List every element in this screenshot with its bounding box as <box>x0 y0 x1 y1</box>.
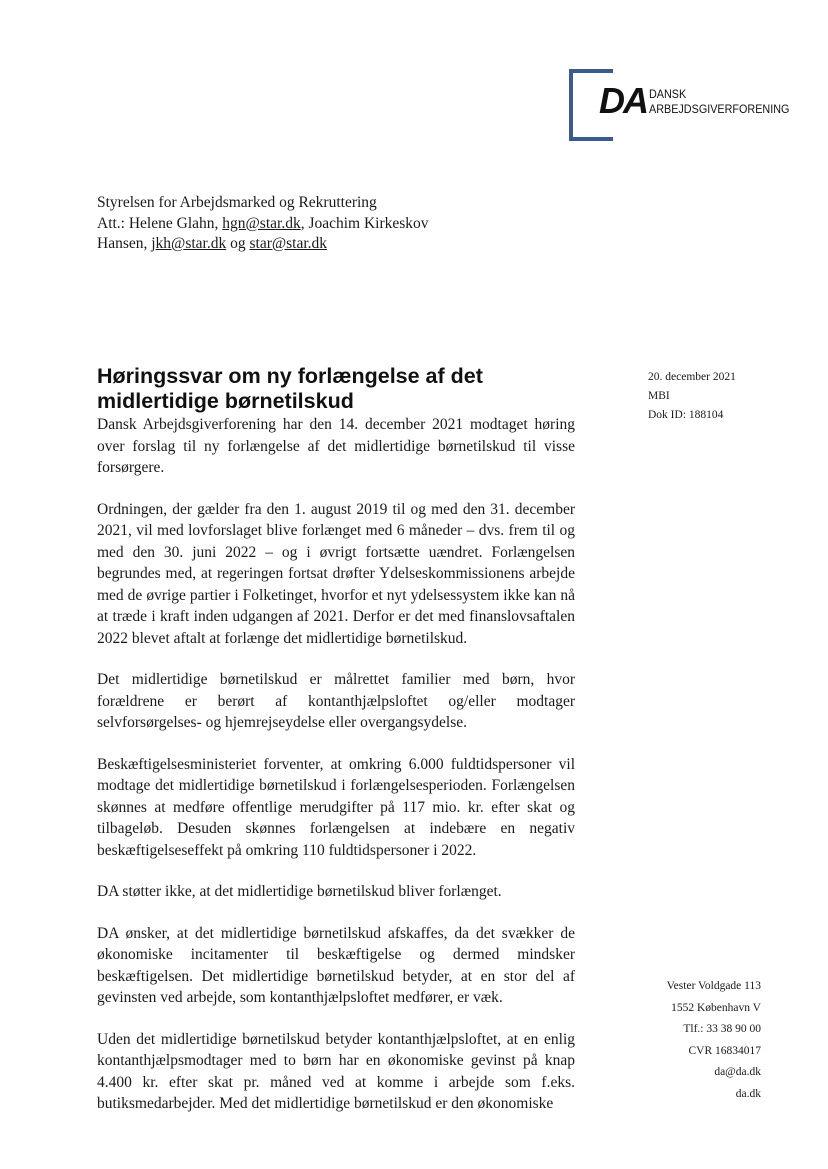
document-date: 20. december 2021 <box>648 371 736 383</box>
email-link-jkh[interactable]: jkh@star.dk <box>151 235 227 252</box>
paragraph: DA ønsker, at det midlertidige børnetilskud afskaffes, da det svækker de økonomiske incitamenter til beskæftigelse og dermed mindsker beskæftigelsen. Det midlertidige børnetilskud betyder, at en stor del af gevinsten ved arbejde, som kontanthjælpsloftet medfører, er væk. <box>97 924 575 1006</box>
recipient-line-1: Styrelsen for Arbejdsmarked og Rekruttering <box>97 194 377 211</box>
email-link-hgn[interactable]: hgn@star.dk <box>222 214 301 232</box>
document-body <box>97 414 575 1135</box>
paragraph: Beskæftigelsesministeriet forventer, at omkring 6.000 fuldtidspersoner vil modtage det midlertidige børnetilskud i forlængelsesperioden. Forlængelsen skønnes at medføre offentlige merudgifter på 117 mio. kr. efter skat og tilbageløb. Desuden skønnes forlængelsen at indebære en negativ beskæftigelseseffekt på omkring 110 fuldtidspersoner i 2022. <box>97 755 575 859</box>
paragraph: Dansk Arbejdsgiverforening har den 14. december 2021 modtaget høring over forslag til ny forlængelse af det midlertidige børnetilskud til visse forsørgere. <box>97 416 575 476</box>
paragraph: Det midlertidige børnetilskud er målrettet familier med børn, hvor forældrene er berørt af kontanthjælpsloftet og/eller modtager selvforsørgelses- og hjemrejseydelse eller overgangsydelse. <box>97 671 575 731</box>
document-initials: MBI <box>648 390 670 402</box>
paragraph: Uden det midlertidige børnetilskud betyder kontanthjælpsloftet, at en enlig kontanthjælpsmodtager med to børn har en økonomiske gevinst på knap 4.400 kr. efter skat pr. måned ved at komme i arbejde som f.eks. butiksmedarbejder. Med det midlertidige børnetilskud er den økonomiske <box>97 1030 575 1112</box>
email-link-star[interactable]: star@star.dk <box>249 235 328 252</box>
recipient-line-2 <box>97 214 429 235</box>
document-id: Dok ID: 188104 <box>648 409 724 421</box>
logo-mark: DA <box>599 80 647 121</box>
footer-web[interactable]: da.dk <box>735 1087 761 1100</box>
document-title: Høringssvar om ny forlængelse af det midlertidige børnetilskud <box>97 364 483 413</box>
logo-text <box>649 87 789 117</box>
document-meta <box>648 368 736 425</box>
logo-line-1: DANSK <box>649 87 687 101</box>
paragraph: Ordningen, der gælder fra den 1. august 2019 til og med den 31. december 2021, vil med lovforslaget blive forlænget med 6 måneder – dvs. frem til og med den 30. juni 2022 – og i øvrigt fortsætte uændret. Forlængelsen begrundes med, at regeringen fortsat drøfter Ydelseskommissionens arbejde med de øvrige partier i Folketinget, hvorfor et nyt ydelsessystem ikke kan nå at træde i kraft inden udgangen af 2021. Derfor er det med finanslovsaftalen 2022 blevet aftalt at forlænge det midlertidige børnetilskud. <box>97 500 575 647</box>
logo-line-2: ARBEJDSGIVERFORENING <box>649 102 790 116</box>
recipient-att-suffix: , Joachim Kirkeskov <box>300 214 429 232</box>
da-logo <box>569 69 790 141</box>
footer-phone: Tlf.: 33 38 90 00 <box>683 1023 761 1035</box>
footer-street: Vester Voldgade 113 <box>666 980 761 992</box>
footer-city: 1552 København V <box>671 1001 761 1014</box>
sender-footer <box>667 976 761 1105</box>
recipient-name: Hansen, <box>97 235 152 252</box>
recipient-address <box>97 193 429 255</box>
recipient-conj: og <box>226 235 250 252</box>
recipient-att: Att.: Helene Glahn, <box>97 214 223 232</box>
paragraph: DA støtter ikke, at det midlertidige børnetilskud bliver forlænget. <box>97 883 502 900</box>
footer-cvr: CVR 16834017 <box>688 1044 761 1057</box>
footer-email[interactable]: da@da.dk <box>714 1066 761 1078</box>
recipient-line-3 <box>97 234 429 255</box>
